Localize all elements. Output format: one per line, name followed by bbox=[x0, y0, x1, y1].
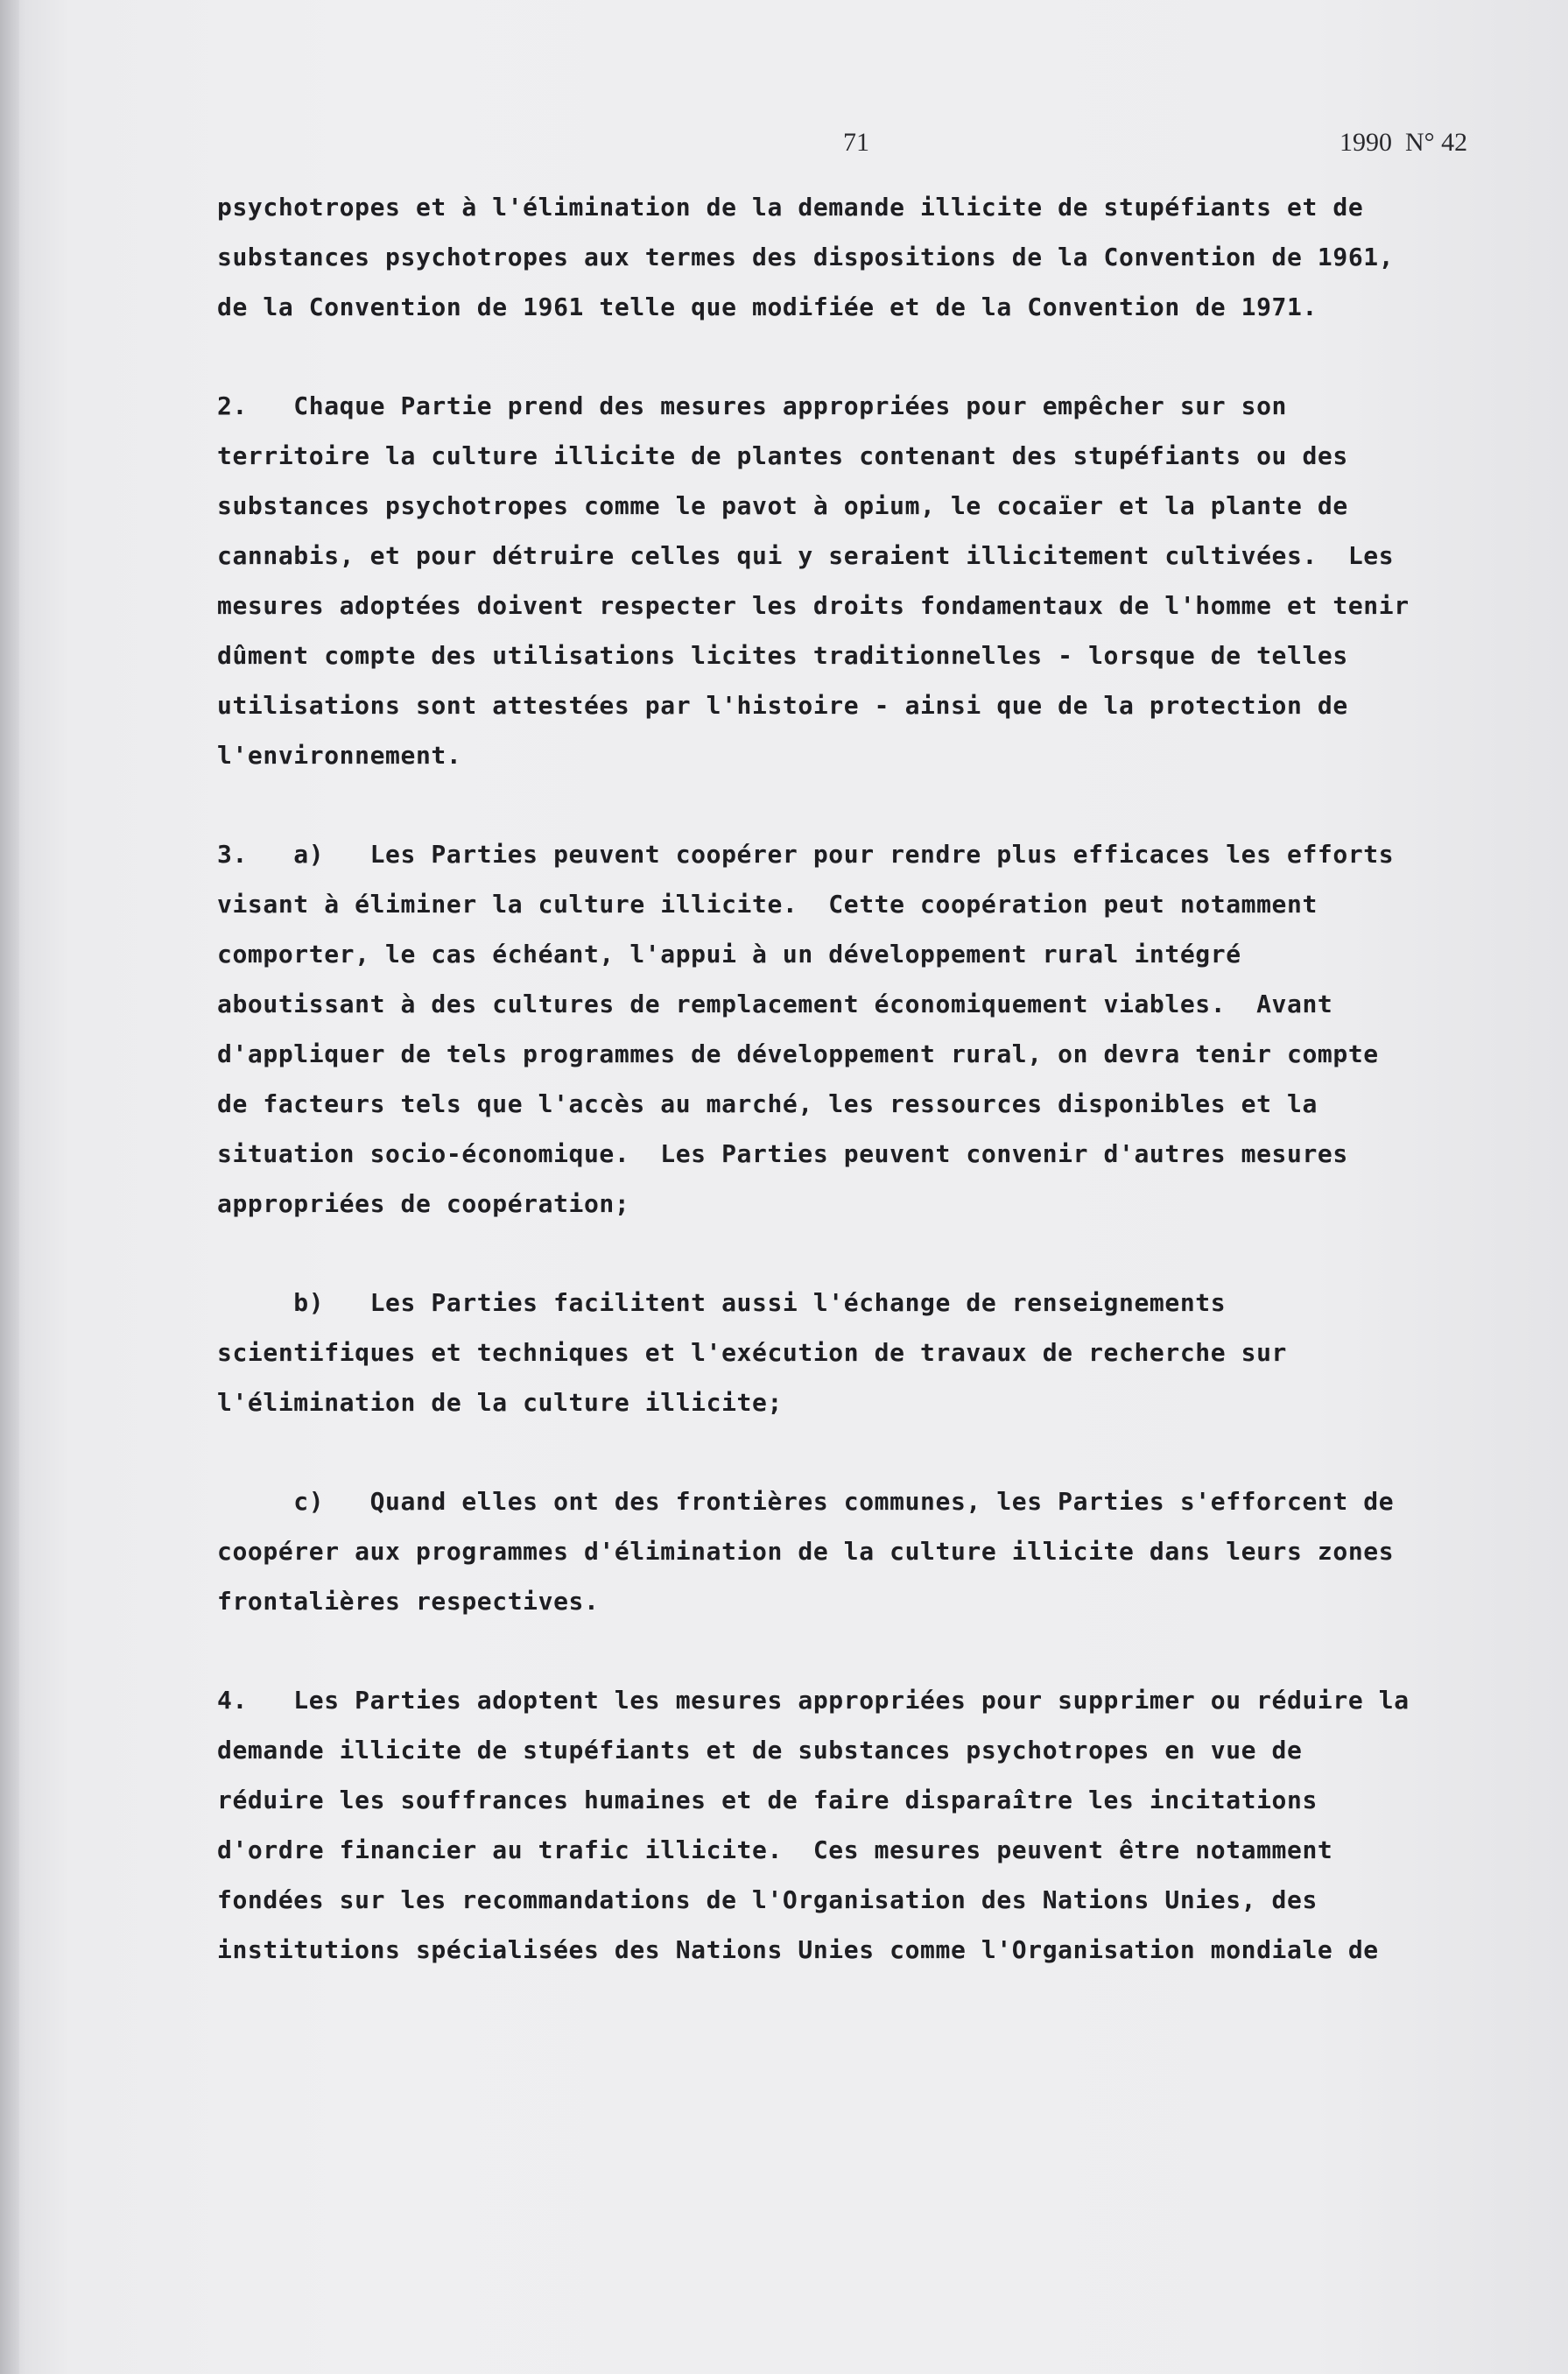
text-line: d'ordre financier au trafic illicite. Ces mesures peuvent être notamment bbox=[217, 1835, 1333, 1864]
page-edge-shadow bbox=[0, 0, 19, 2374]
text-line: visant à éliminer la culture illicite. Cette coopération peut notamment bbox=[217, 890, 1318, 919]
paragraph-gap bbox=[217, 780, 1522, 829]
text-line: territoire la culture illicite de plantes contenant des stupéfiants ou des bbox=[217, 441, 1348, 470]
text-line: c) Quand elles ont des frontières communes, les Parties s'efforcent de bbox=[217, 1487, 1395, 1516]
paragraph bbox=[217, 182, 1522, 332]
text-line: coopérer aux programmes d'élimination de la culture illicite dans leurs zones bbox=[217, 1537, 1395, 1566]
text-line: substances psychotropes aux termes des dispositions de la Convention de 1961, bbox=[217, 243, 1395, 271]
paragraph bbox=[217, 1675, 1522, 1975]
text-line: 2. Chaque Partie prend des mesures appropriées pour empêcher sur son bbox=[217, 391, 1288, 420]
page-header bbox=[0, 128, 1568, 163]
paragraph-gap bbox=[217, 1626, 1522, 1675]
text-line: d'appliquer de tels programmes de développement rural, on devra tenir compte bbox=[217, 1039, 1379, 1068]
text-line: cannabis, et pour détruire celles qui y seraient illicitement cultivées. Les bbox=[217, 541, 1395, 570]
paragraph-gap bbox=[217, 1229, 1522, 1278]
paragraph-gap bbox=[217, 332, 1522, 381]
paragraph-gap bbox=[217, 1427, 1522, 1476]
text-line: 4. Les Parties adoptent les mesures appropriées pour supprimer ou réduire la bbox=[217, 1686, 1410, 1715]
text-line: de facteurs tels que l'accès au marché, les ressources disponibles et la bbox=[217, 1089, 1318, 1118]
text-line: substances psychotropes comme le pavot à opium, le cocaïer et la plante de bbox=[217, 491, 1348, 520]
text-line: 3. a) Les Parties peuvent coopérer pour rendre plus efficaces les efforts bbox=[217, 840, 1395, 869]
text-line: utilisations sont attestées par l'histoire - ainsi que de la protection de bbox=[217, 691, 1348, 720]
text-line: b) Les Parties facilitent aussi l'échange de renseignements bbox=[217, 1288, 1227, 1317]
paragraph bbox=[217, 829, 1522, 1229]
text-line: réduire les souffrances humaines et de faire disparaître les incitations bbox=[217, 1786, 1318, 1814]
text-line: l'environnement. bbox=[217, 741, 462, 770]
text-line: l'élimination de la culture illicite; bbox=[217, 1388, 783, 1417]
text-line: fondées sur les recommandations de l'Organisation des Nations Unies, des bbox=[217, 1885, 1318, 1914]
body-text bbox=[217, 182, 1522, 1975]
text-line: psychotropes et à l'élimination de la demande illicite de stupéfiants et de bbox=[217, 193, 1364, 222]
page-number: 71 bbox=[843, 128, 869, 157]
text-line: situation socio-économique. Les Parties peuvent convenir d'autres mesures bbox=[217, 1139, 1348, 1168]
text-line: comporter, le cas échéant, l'appui à un développement rural intégré bbox=[217, 940, 1241, 969]
paragraph bbox=[217, 1476, 1522, 1626]
text-line: de la Convention de 1961 telle que modifiée et de la Convention de 1971. bbox=[217, 292, 1318, 321]
text-line: dûment compte des utilisations licites traditionnelles - lorsque de telles bbox=[217, 641, 1348, 670]
text-line: mesures adoptées doivent respecter les droits fondamentaux de l'homme et tenir bbox=[217, 591, 1410, 620]
text-line: institutions spécialisées des Nations Unies comme l'Organisation mondiale de bbox=[217, 1935, 1379, 1964]
text-line: aboutissant à des cultures de remplacement économiquement viables. Avant bbox=[217, 990, 1333, 1018]
series-reference: 1990 N° 42 bbox=[1339, 128, 1468, 157]
paragraph bbox=[217, 381, 1522, 780]
text-line: frontalières respectives. bbox=[217, 1587, 600, 1616]
text-line: appropriées de coopération; bbox=[217, 1189, 630, 1218]
paragraph bbox=[217, 1278, 1522, 1427]
text-line: demande illicite de stupéfiants et de substances psychotropes en vue de bbox=[217, 1736, 1303, 1765]
text-line: scientifiques et techniques et l'exécution de travaux de recherche sur bbox=[217, 1338, 1288, 1367]
